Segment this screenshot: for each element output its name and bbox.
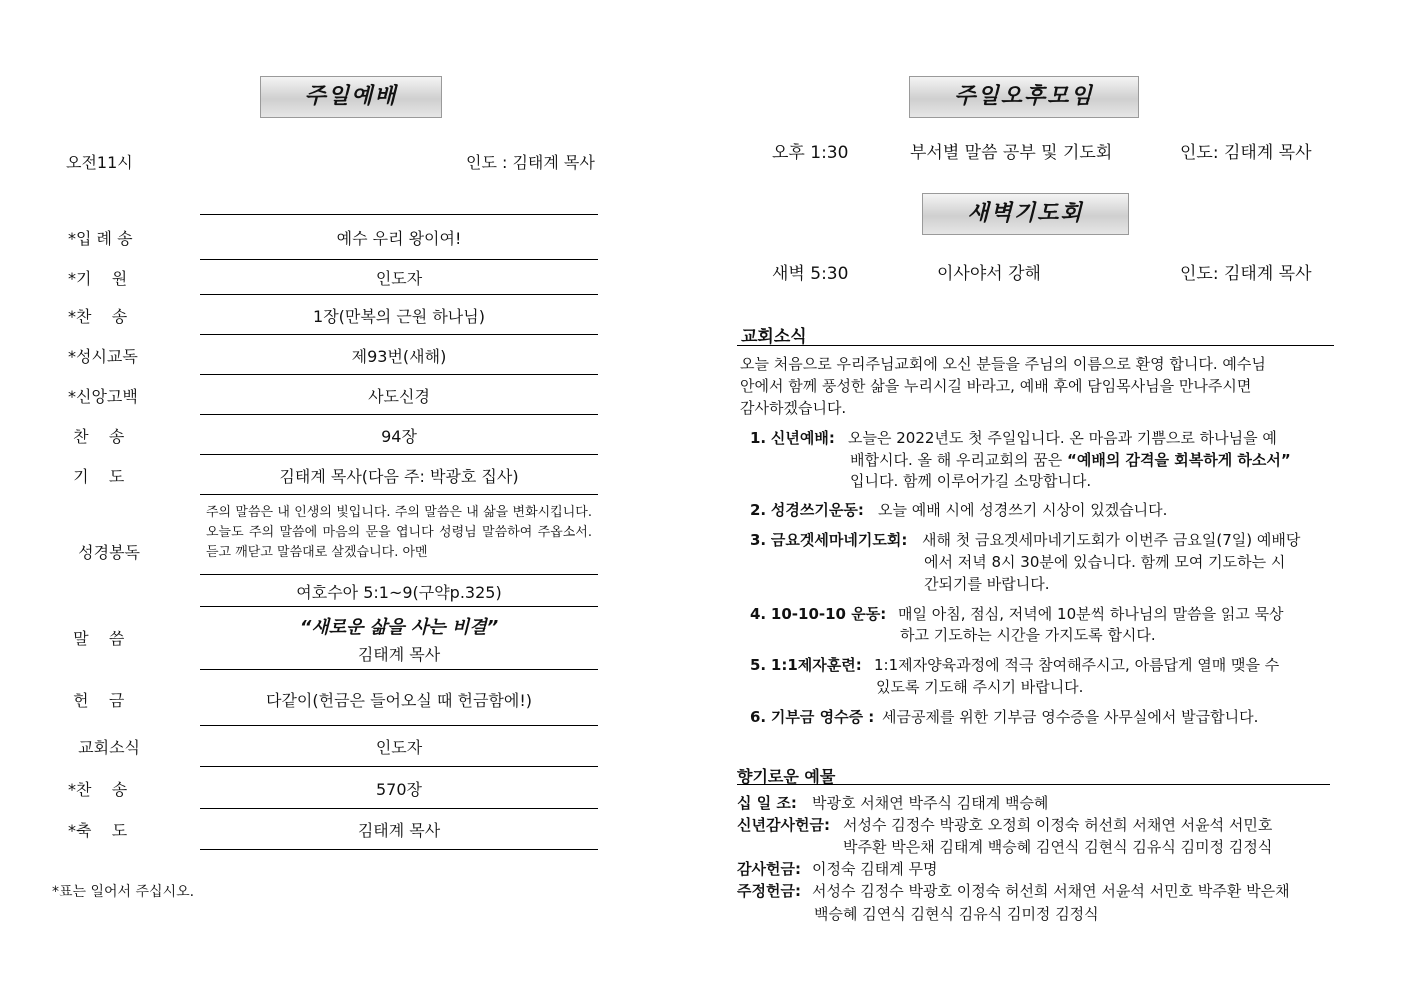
offering-names: 서성수 김정수 박광호 오정희 이정숙 허선희 서채연 서윤석 서민호 xyxy=(843,816,1273,834)
afternoon-leader: 인도: 김태계 목사 xyxy=(1180,143,1312,163)
order-value: 인도자 xyxy=(375,269,423,288)
news-item-number: 2. xyxy=(750,501,767,519)
news-item-title: 10-10-10 운동: xyxy=(770,605,887,623)
worship-title: 주일예배 xyxy=(260,76,442,118)
news-item-line: 오늘은 2022년도 첫 주일입니다. 온 마음과 기쁨으로 하나님을 예 xyxy=(848,429,1277,447)
news-item-line: 세금공제를 위한 기부금 영수증을 사무실에서 발급합니다. xyxy=(882,708,1259,726)
order-rule xyxy=(200,574,598,575)
news-heading: 교회소식 xyxy=(741,327,807,347)
news-item-title: 기부금 영수증 : xyxy=(770,708,875,726)
offering-names: 백승혜 김연식 김현식 김유식 김미정 김정식 xyxy=(814,905,1099,923)
order-rule xyxy=(200,294,598,295)
order-label: *찬 송 xyxy=(68,780,128,799)
order-value: 인도자 xyxy=(375,738,423,757)
offering-label: 십 일 조: xyxy=(737,794,797,812)
news-intro-line: 감사하겠습니다. xyxy=(740,399,847,417)
order-label: *축 도 xyxy=(68,821,128,840)
offering-names: 이정숙 김태계 무명 xyxy=(812,860,938,878)
order-value: 제93번(새해) xyxy=(351,347,447,366)
dawn-desc: 이사야서 강해 xyxy=(937,264,1041,284)
worship-time: 오전11시 xyxy=(66,153,133,172)
news-item-text: 배합시다. 올 해 우리교회의 꿈은 xyxy=(850,451,1063,469)
news-item-title: 성경쓰기운동: xyxy=(770,501,864,519)
worship-leader: 인도 : 김태계 목사 xyxy=(466,153,595,172)
news-item xyxy=(750,706,874,727)
news-item-number: 3. xyxy=(750,531,767,549)
news-item xyxy=(750,427,835,448)
news-item-title: 1:1제자훈련: xyxy=(770,656,862,674)
order-label: 찬 송 xyxy=(68,427,125,446)
order-rule xyxy=(200,725,598,726)
order-rule xyxy=(200,259,598,260)
dawn-time: 새벽 5:30 xyxy=(772,264,849,284)
order-rule xyxy=(200,214,598,215)
news-item-line: 새해 첫 금요겟세마네기도회가 이번주 금요일(7일) 예배당 xyxy=(922,531,1301,549)
afternoon-time: 오후 1:30 xyxy=(772,143,849,163)
news-intro-line: 안에서 함께 풍성한 삶을 누리시길 바라고, 예배 후에 담임목사님을 만나주시면 xyxy=(740,377,1252,395)
offering-label: 주정헌금: xyxy=(737,882,801,900)
order-rule xyxy=(200,414,598,415)
news-item-line: 매일 아침, 점심, 저녁에 10분씩 하나님의 말씀을 읽고 묵상 xyxy=(898,605,1284,623)
yearly-theme: “예배의 감격을 회복하게 하소서” xyxy=(1067,451,1291,469)
sermon-title: “새로운 삶을 사는 비결” xyxy=(299,617,499,638)
order-rule xyxy=(200,669,598,670)
news-item-number: 1. xyxy=(750,429,767,447)
order-rule xyxy=(200,766,598,767)
order-label: *찬 송 xyxy=(68,307,128,326)
offerings-heading-rule xyxy=(737,784,1330,785)
news-item-line: 에서 저녁 8시 30분에 있습니다. 함께 모여 기도하는 시 xyxy=(924,553,1286,571)
news-item xyxy=(750,654,862,675)
order-value: 570장 xyxy=(376,780,422,799)
scripture-reference: 여호수아 5:1~9(구약p.325) xyxy=(296,583,502,602)
offering-label: 감사헌금: xyxy=(737,860,801,878)
order-label: 기 도 xyxy=(68,467,125,486)
order-value: 1장(만복의 근원 하나님) xyxy=(313,307,485,326)
dawn-title: 새벽기도회 xyxy=(922,193,1129,235)
news-item xyxy=(750,529,907,550)
standing-footnote: *표는 일어서 주십시오. xyxy=(52,884,195,900)
news-item-line: 간되기를 바랍니다. xyxy=(924,575,1050,593)
offering-names: 박광호 서채연 박주식 김태계 백승혜 xyxy=(812,794,1049,812)
order-label: 말 씀 xyxy=(68,629,125,648)
offering-label: 신년감사헌금: xyxy=(737,816,830,834)
news-item-title: 금요겟세마네기도회: xyxy=(770,531,908,549)
order-rule xyxy=(200,494,598,495)
sermon-preacher: 김태계 목사 xyxy=(357,645,441,664)
order-rule xyxy=(200,334,598,335)
news-item-line xyxy=(850,449,1291,470)
news-item xyxy=(750,603,886,624)
offerings-heading: 향기로운 예물 xyxy=(737,767,836,786)
news-heading-rule xyxy=(737,345,1334,346)
order-value: 사도신경 xyxy=(368,387,430,406)
news-item-line: 있도록 기도해 주시기 바랍니다. xyxy=(876,678,1084,696)
offering-names: 박주환 박은채 김태계 백승혜 김연식 김현식 김유식 김미정 김정식 xyxy=(843,838,1273,856)
order-label: *기 원 xyxy=(68,269,128,288)
order-rule xyxy=(200,454,598,455)
order-label: *성시교독 xyxy=(68,347,138,366)
news-intro-line: 오늘 처음으로 우리주님교회에 오신 분들을 주님의 이름으로 환영 합니다. 예수님 xyxy=(740,355,1266,373)
order-label: 헌 금 xyxy=(68,691,125,710)
news-item-line: 오늘 예배 시에 성경쓰기 시상이 있겠습니다. xyxy=(878,501,1168,519)
order-rule xyxy=(200,374,598,375)
offering-names: 서성수 김정수 박광호 이정숙 허선희 서채연 서윤석 서민호 박주환 박은채 xyxy=(812,882,1290,900)
news-item-title: 신년예배: xyxy=(770,429,835,447)
order-label: *입 례 송 xyxy=(68,229,133,248)
news-item-number: 5. xyxy=(750,656,767,674)
news-item-line: 하고 기도하는 시간을 가지도록 합시다. xyxy=(900,626,1156,644)
order-value: 김태계 목사 xyxy=(357,821,441,840)
order-value: 다같이(헌금은 들어오실 때 헌금함에!) xyxy=(266,691,532,710)
dawn-leader: 인도: 김태계 목사 xyxy=(1180,264,1312,284)
news-item xyxy=(750,499,864,520)
order-value: 김태계 목사(다음 주: 박광호 집사) xyxy=(279,467,519,486)
scripture-prayer-text: 주의 말씀은 내 인생의 빛입니다. 주의 말씀은 내 삶을 변화시킵니다. 오늘도 주의 말씀에 마음의 문을 엽니다 성령님 말씀하여 주옵소서. 듣고 깨닫고 말씀대로 살겠습니다. 아멘 xyxy=(206,505,592,560)
order-rule xyxy=(200,606,598,607)
order-label: *신앙고백 xyxy=(68,387,138,406)
afternoon-title: 주일오후모임 xyxy=(909,76,1139,118)
news-item-number: 4. xyxy=(750,605,767,623)
order-value: 예수 우리 왕이여! xyxy=(336,229,462,248)
news-item-line: 입니다. 함께 이루어가길 소망합니다. xyxy=(850,472,1092,490)
news-item-number: 6. xyxy=(750,708,767,726)
order-rule xyxy=(200,808,598,809)
afternoon-desc: 부서별 말씀 공부 및 기도회 xyxy=(910,143,1113,163)
order-label: 성경봉독 xyxy=(68,543,140,562)
order-label: 교회소식 xyxy=(68,738,140,757)
order-rule xyxy=(200,849,598,850)
news-item-line: 1:1제자양육과정에 적극 참여해주시고, 아름답게 열매 맺을 수 xyxy=(874,656,1280,674)
order-value: 94장 xyxy=(381,427,417,446)
